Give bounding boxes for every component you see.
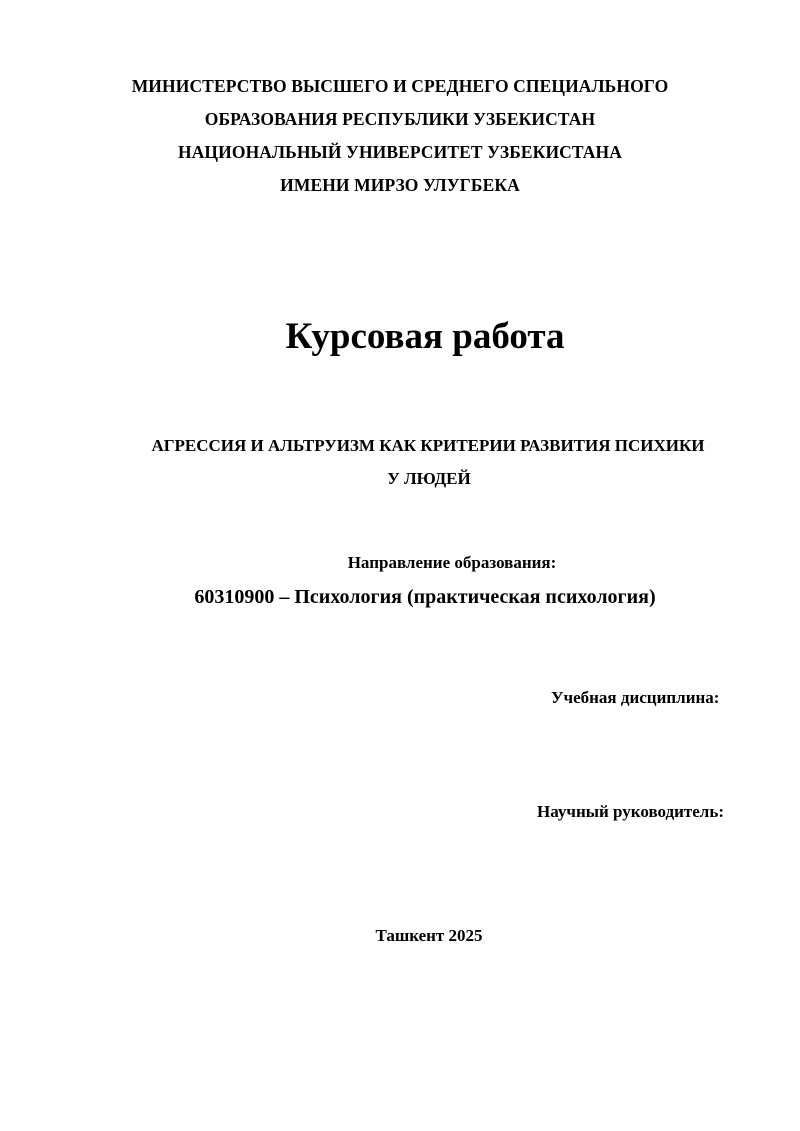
discipline-label: Учебная дисциплина: — [551, 688, 720, 707]
supervisor-label: Научный руководитель: — [537, 802, 724, 821]
direction-value: 60310900 – Психология (практическая психология) — [194, 586, 656, 608]
topic-line-2: У ЛЮДЕЙ — [387, 469, 471, 488]
document-title: Курсовая работа — [285, 316, 565, 357]
direction-label: Направление образования: — [347, 553, 557, 572]
city-year: Ташкент 2025 — [375, 926, 483, 945]
ministry-line-2: ОБРАЗОВАНИЯ РЕСПУБЛИКИ УЗБЕКИСТАН — [204, 109, 596, 129]
university-line-2: ИМЕНИ МИРЗО УЛУГБЕКА — [280, 175, 520, 195]
topic-line-1: АГРЕССИЯ И АЛЬТРУИЗМ КАК КРИТЕРИИ РАЗВИТИЯ ПСИХИКИ — [151, 436, 705, 455]
ministry-line-1: МИНИСТЕРСТВО ВЫСШЕГО И СРЕДНЕГО СПЕЦИАЛЬНОГО — [131, 76, 669, 96]
university-line-1: НАЦИОНАЛЬНЫЙ УНИВЕРСИТЕТ УЗБЕКИСТАНА — [177, 142, 622, 162]
